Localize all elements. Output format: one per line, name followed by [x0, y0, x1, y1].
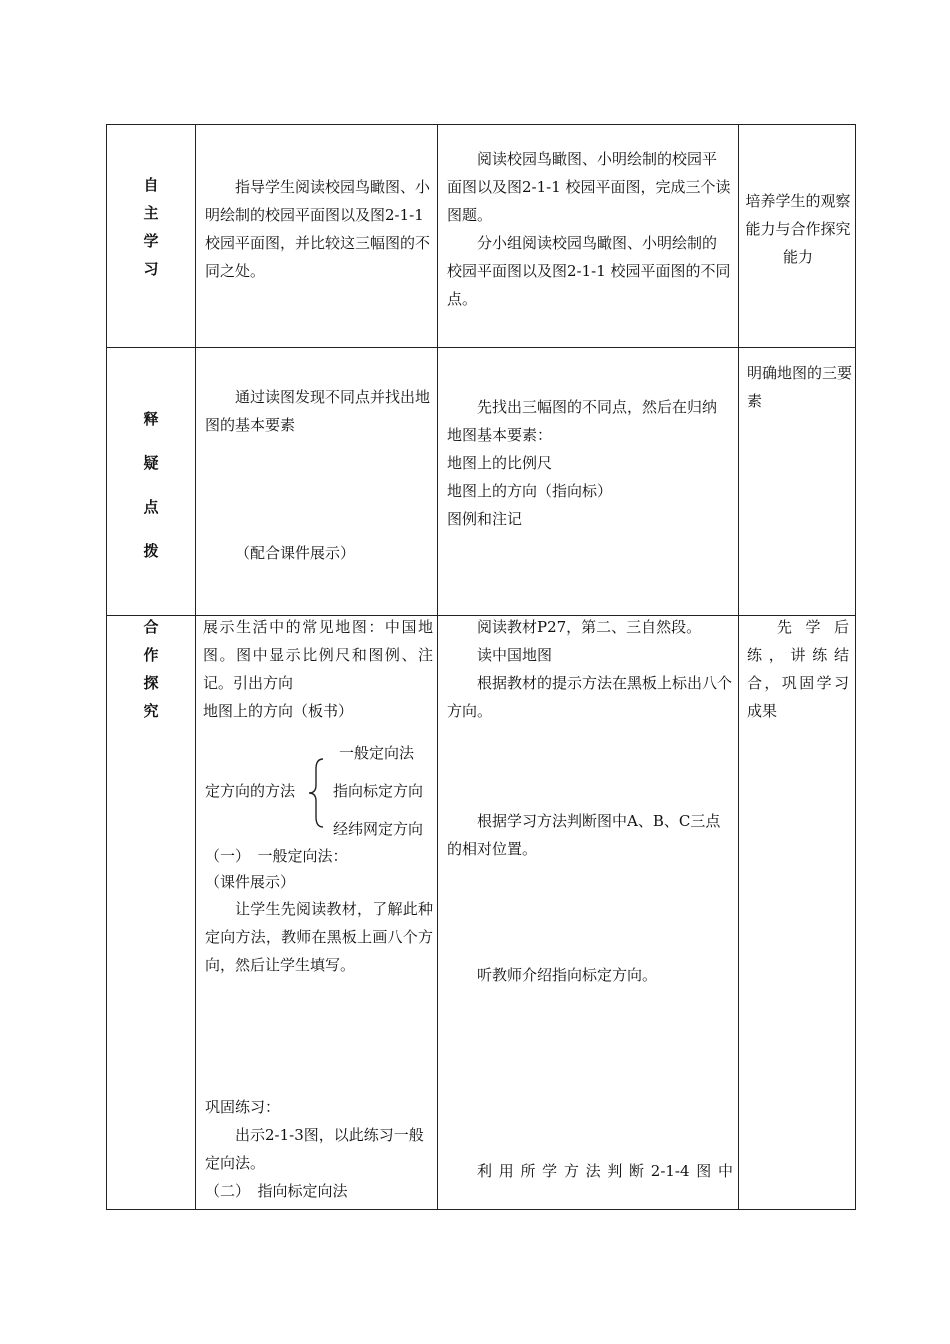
column-divider: [437, 125, 438, 1209]
design-intent-cell: 先学后练，讲练结合，巩固学习成果: [747, 618, 849, 720]
lesson-plan-table: [106, 124, 856, 1210]
teacher-activity-cell: 展示生活中的常见地图：中国地图。图中显示比例尺和图例、注记。引出方向 地图上的方向（板书）: [203, 618, 433, 720]
column-divider: [738, 125, 739, 1209]
student-activity-cell: 先找出三幅图的不同点，然后在归纳地图基本要素： 地图上的比例尺 地图上的方向（指向标） 图例和注记: [447, 398, 718, 528]
method-item: 一般定向法: [339, 744, 415, 762]
student-activity-cell: 听教师介绍指向标定方向。: [477, 966, 658, 984]
student-activity-cell: 阅读校园鸟瞰图、小明绘制的校园平面图以及图2-1-1 校园平面图，完成三个读图题。 分小组阅读校园鸟瞰图、小明绘制的校园平面图以及图2-1-1 校园平面图的不同点。: [447, 150, 731, 308]
stage-label-cooperate: 合 作 探 究: [143, 618, 159, 720]
stage-label-self-study: 自 主 学 习: [143, 176, 159, 278]
courseware-note: （配合课件展示）: [235, 544, 356, 562]
curly-brace-icon: [307, 757, 327, 829]
methods-label: 定方向的方法: [205, 782, 296, 800]
teacher-activity-cell: 通过读图发现不同点并找出地图的基本要素: [205, 388, 431, 434]
section-one: （一） 一般定向法： （课件展示） 让学生先阅读教材，了解此种定向方法，教师在黑板上画八个方向，然后让学生填写。: [205, 847, 433, 974]
column-divider: [195, 125, 196, 1209]
method-item: 指向标定方向: [333, 782, 424, 800]
method-item: 经纬网定方向: [333, 820, 424, 838]
student-activity-cell: 利用所学方法判断2-1-4图中: [477, 1162, 733, 1180]
practice-section: 巩固练习： 出示2-1-3图，以此练习一般定向法。 （二） 指向标定向法: [205, 1098, 424, 1200]
student-activity-cell: 阅读教材P27，第二、三自然段。 读中国地图 根据教材的提示方法在黑板上标出八个方向。: [447, 618, 733, 720]
design-intent-cell: 培养学生的观察能力与合作探究能力: [745, 192, 851, 266]
row-divider: [107, 347, 855, 348]
design-intent-cell: 明确地图的三要素: [747, 364, 853, 410]
teacher-activity-cell: 指导学生阅读校园鸟瞰图、小明绘制的校园平面图以及图2-1-1 校园平面图，并比较这三幅图的不同之处。: [205, 178, 431, 280]
student-activity-cell: 根据学习方法判断图中A、B、C三点的相对位置。: [447, 812, 721, 858]
stage-label-clarify: 释 疑 点 拨: [143, 410, 159, 560]
